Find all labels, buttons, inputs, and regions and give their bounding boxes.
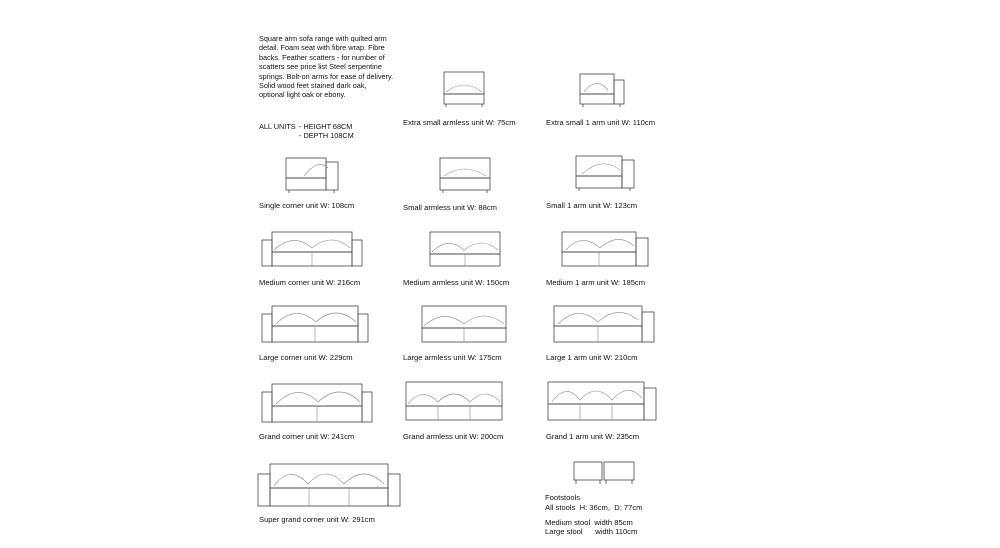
footstools-large: Large stool width 110cm bbox=[545, 527, 638, 537]
grand-1arm-label: Grand 1 arm unit W: 235cm bbox=[546, 432, 640, 441]
large-armless-drawing bbox=[420, 302, 508, 346]
single-corner-label: Single corner unit W: 108cm bbox=[259, 201, 355, 210]
super-grand-corner-label: Super grand corner unit W: 291cm bbox=[259, 515, 375, 524]
medium-1arm-drawing bbox=[560, 226, 650, 270]
small-armless-label: Small armless unit W: 88cm bbox=[403, 203, 497, 212]
all-units-dimensions bbox=[259, 122, 354, 140]
footstools-info bbox=[545, 493, 642, 537]
footstools-medium: Medium stool width 85cm bbox=[545, 517, 633, 527]
all-units-label: ALL UNITS bbox=[259, 122, 296, 131]
small-1arm-label: Small 1 arm unit W: 123cm bbox=[546, 201, 638, 210]
large-corner-drawing bbox=[260, 300, 370, 348]
single-corner-drawing bbox=[284, 152, 340, 194]
small-armless-drawing bbox=[438, 152, 492, 194]
grand-armless-label: Grand armless unit W: 200cm bbox=[403, 432, 504, 441]
all-units-height: - HEIGHT 68CM bbox=[299, 122, 353, 131]
super-grand-corner-drawing bbox=[256, 458, 402, 512]
all-units-depth: - DEPTH 108CM bbox=[299, 131, 354, 140]
medium-corner-drawing bbox=[260, 226, 364, 272]
large-1arm-label: Large 1 arm unit W: 210cm bbox=[546, 353, 638, 362]
grand-1arm-drawing bbox=[546, 376, 658, 426]
xs-1arm-drawing bbox=[578, 68, 626, 108]
medium-armless-label: Medium armless unit W: 150cm bbox=[403, 278, 510, 287]
grand-corner-label: Grand corner unit W: 241cm bbox=[259, 432, 355, 441]
range-description: Square arm sofa range with quilted arm detail. Foam seat with fibre wrap. Fibre backs. Feather scatters - for number of scatters see price list Steel serpentine springs. Bolt-on arms for ease of delivery. Solid wood feet stained dark oak, optional light oak or ebony. bbox=[259, 34, 394, 100]
xs-armless-label: Extra small armless unit W: 75cm bbox=[403, 118, 516, 127]
xs-1arm-label: Extra small 1 arm unit W: 110cm bbox=[546, 118, 656, 127]
large-corner-label: Large corner unit W: 229cm bbox=[259, 353, 353, 362]
footstool-drawing bbox=[572, 460, 636, 486]
xs-armless-drawing bbox=[442, 68, 486, 108]
grand-armless-drawing bbox=[404, 378, 504, 426]
large-1arm-drawing bbox=[552, 300, 656, 346]
footstools-all-dimensions: All stools H: 36cm, D: 77cm bbox=[545, 502, 643, 512]
footstools-title: Footstools bbox=[545, 493, 581, 502]
medium-corner-label: Medium corner unit W: 216cm bbox=[259, 278, 361, 287]
grand-corner-drawing bbox=[260, 378, 374, 428]
large-armless-label: Large armless unit W: 175cm bbox=[403, 353, 502, 362]
medium-armless-drawing bbox=[428, 228, 502, 270]
small-1arm-drawing bbox=[574, 150, 636, 192]
medium-1arm-label: Medium 1 arm unit W: 185cm bbox=[546, 278, 646, 287]
